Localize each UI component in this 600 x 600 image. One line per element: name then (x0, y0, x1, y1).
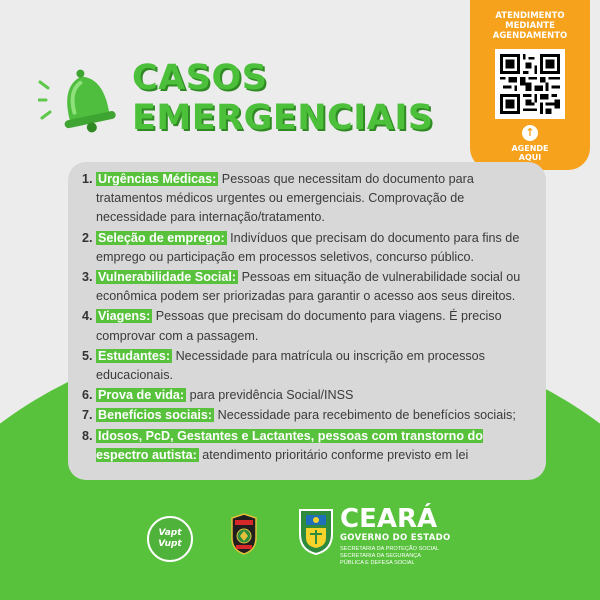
item-label: Seleção de emprego: (98, 230, 225, 245)
item-number: 8. (82, 428, 93, 443)
qr-heading-line-1: ATENDIMENTO (495, 11, 565, 21)
ceara-secretariats (340, 546, 450, 567)
list-item (82, 307, 536, 345)
page-title (132, 58, 434, 138)
item-number: 6. (82, 388, 93, 403)
qr-panel-heading (470, 11, 590, 41)
emergency-cases-card (68, 162, 546, 480)
ceara-government-logo (340, 505, 450, 567)
item-number: 5. (82, 348, 93, 363)
item-text: Necessidade para recebimento de benefícios sociais; (214, 408, 516, 423)
item-label: Prova de vida: (98, 388, 185, 403)
item-number: 2. (82, 230, 93, 245)
item-label: Vulnerabilidade Social: (98, 270, 237, 285)
item-text: para previdência Social/INSS (186, 388, 354, 403)
item-text: Pessoas em situação de vulnerabilidade social ou econômica podem ser priorizadas para garantir o acesso aos seus direitos. (96, 270, 521, 304)
secretariat-line-3: PÚBLICA E DEFESA SOCIAL (340, 560, 415, 566)
vapt-vupt-logo (147, 516, 193, 562)
schedule-label-line-2: AQUI (518, 153, 542, 162)
list-item (82, 406, 536, 425)
item-number: 1. (82, 172, 93, 186)
ceara-name: CEARÁ (340, 504, 438, 534)
title-line-1: CASOS (132, 58, 268, 98)
bell-icon (38, 60, 128, 140)
item-text: Pessoas que necessitam do documento para tratamentos médicos urgentes ou emergenciais. Comprovação de necessidade para internação/tratamento. (96, 172, 474, 225)
item-label: Idosos, PcD, Gestantes e Lactantes, pessoas com transtorno do espectro autista: (96, 428, 483, 462)
qr-schedule-panel[interactable] (470, 0, 590, 170)
list-item (82, 268, 536, 306)
item-number: 4. (82, 309, 93, 324)
ceara-subtitle: GOVERNO DO ESTADO (340, 533, 451, 543)
item-text: Indivíduos que precisam do documento para fins de emprego ou participação em processos seletivos, concurso público. (96, 230, 520, 264)
list-item (82, 170, 536, 228)
schedule-label-line-1: AGENDE (511, 144, 549, 153)
item-text: Pessoas que precisam do documento para viagens. É preciso comprovar com a passagem. (96, 309, 502, 343)
secretariat-line-2: SECRETARIA DA SEGURANÇA (340, 553, 422, 559)
qr-heading-line-2: MEDIANTE (505, 21, 555, 31)
list-item (82, 347, 536, 385)
item-number: 7. (82, 408, 93, 423)
item-number: 3. (82, 270, 93, 285)
vapt-logo-line-2: Vupt (158, 539, 182, 549)
title-line-2: EMERGENCIAIS (132, 98, 434, 138)
secretariat-line-1: SECRETARIA DA PROTEÇÃO SOCIAL (340, 546, 440, 552)
vapt-logo-line-1: Vapt (158, 528, 182, 538)
item-text: atendimento prioritário conforme previsto em lei (198, 447, 469, 462)
qr-heading-line-3: AGENDAMENTO (492, 31, 568, 41)
item-label: Estudantes: (98, 348, 171, 363)
ceara-crest-icon (296, 506, 336, 556)
arrow-up-icon[interactable]: ↑ (522, 125, 538, 141)
list-item (82, 427, 536, 465)
item-label: Viagens: (98, 309, 151, 324)
police-badge-icon (228, 512, 260, 556)
list-item (82, 386, 536, 405)
qr-code-icon[interactable] (495, 49, 565, 119)
item-label: Benefícios sociais: (98, 408, 213, 423)
list-item (82, 229, 536, 267)
schedule-here-label[interactable] (470, 144, 590, 162)
item-text: Necessidade para matrícula ou inscrição em processos educacionais. (96, 348, 485, 383)
item-label: Urgências Médicas: (98, 172, 217, 186)
